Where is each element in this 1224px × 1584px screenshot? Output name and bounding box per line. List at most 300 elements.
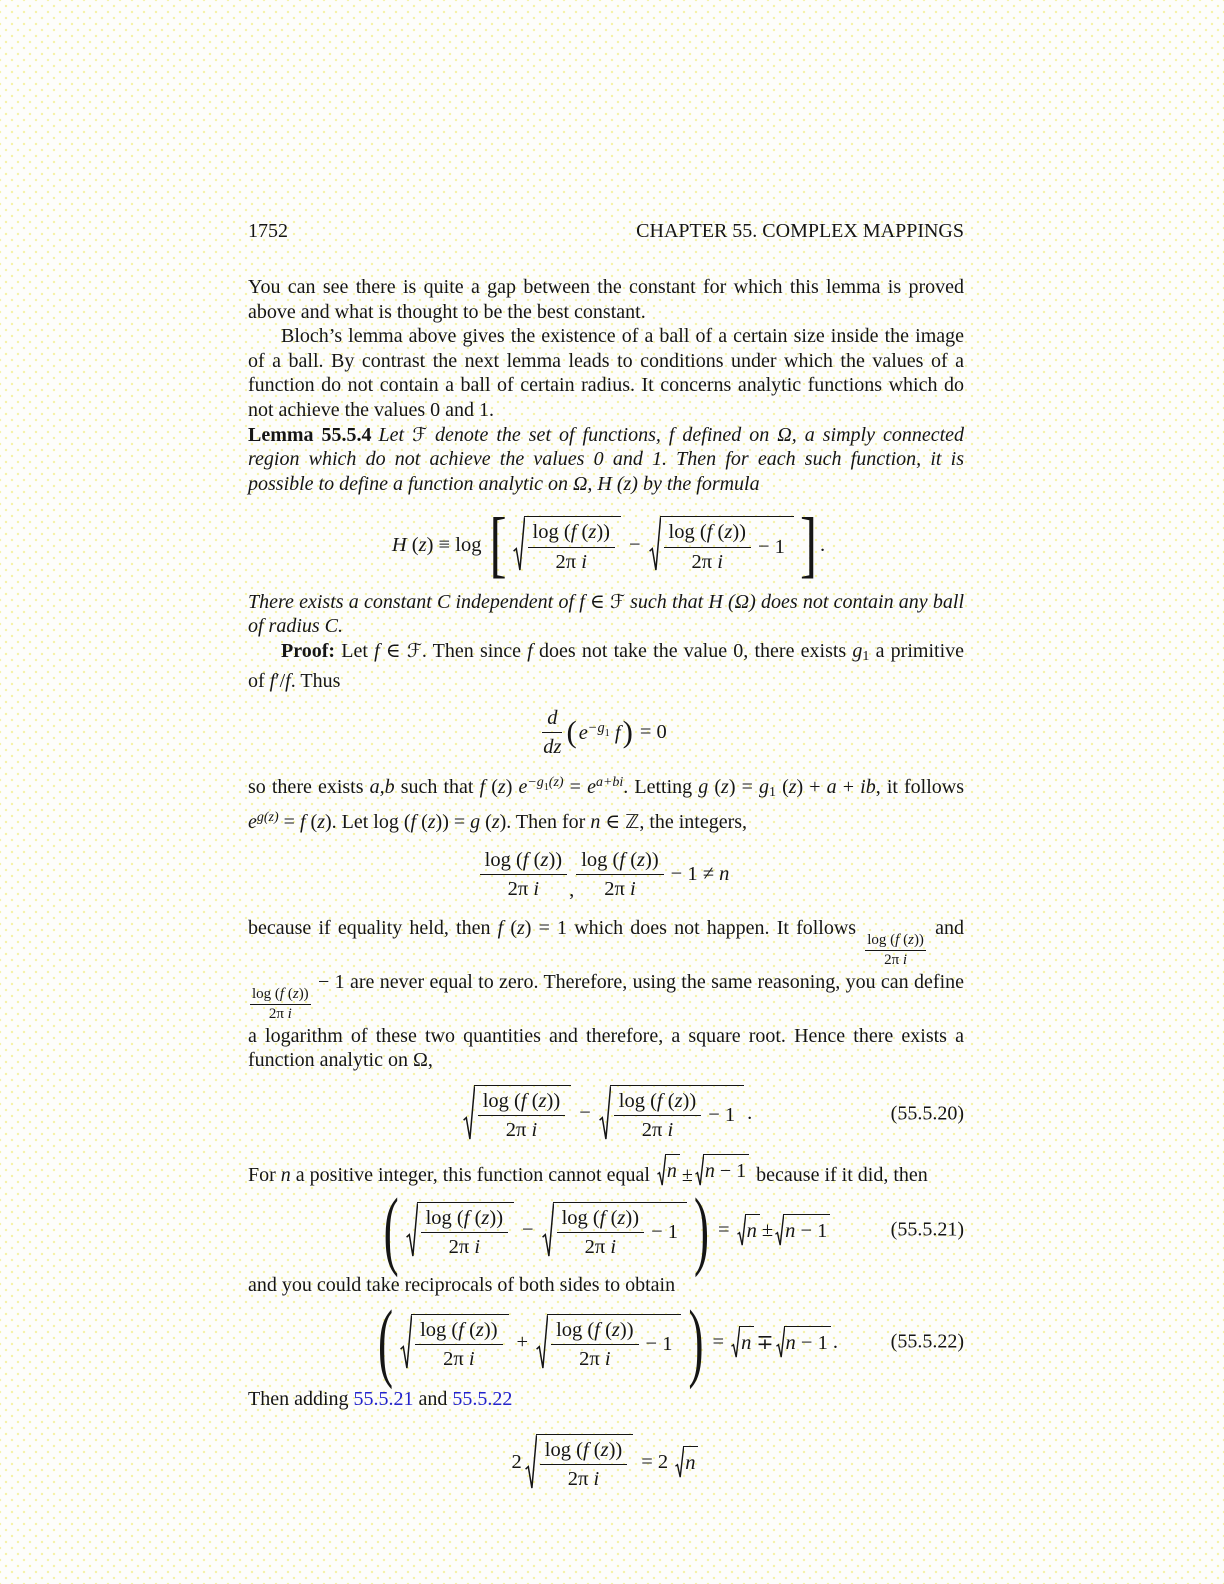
text-run: Let <box>341 639 375 662</box>
proof-paragraph <box>248 639 964 694</box>
text-run: z <box>908 932 914 949</box>
text-run: such that H (Ω) does not contain any ball of radius C. <box>248 590 964 638</box>
text-run: )) <box>489 1206 504 1229</box>
text-run: 2π <box>584 1235 611 1258</box>
text-run: )) <box>548 849 563 872</box>
text-run: z <box>617 1206 626 1229</box>
text-run: i <box>593 1467 600 1490</box>
text-run: g <box>470 810 481 833</box>
inline-fraction <box>250 986 311 1024</box>
text-run: ( <box>463 1318 476 1341</box>
square-root <box>731 1326 754 1359</box>
text-run: e <box>587 776 596 799</box>
left-bracket: [ <box>489 503 507 587</box>
text-run: i <box>610 1235 617 1258</box>
variable-n: n <box>666 1160 677 1183</box>
fraction-numerator <box>614 1089 701 1116</box>
text-run: log ( <box>581 849 620 872</box>
text-run: . Letting <box>623 776 699 799</box>
text-run: f <box>458 1318 464 1341</box>
text-run: , it follows <box>875 776 965 799</box>
period: . <box>747 1102 753 1124</box>
text-run: f <box>299 810 306 833</box>
paragraph-for-n <box>248 1154 964 1188</box>
fraction-denominator <box>543 733 561 759</box>
text-run: log ( <box>867 932 896 949</box>
text-run: d <box>547 706 558 729</box>
minus-operator: − <box>628 533 641 556</box>
left-paren: ( <box>383 1180 399 1279</box>
text-run: log ( <box>532 521 571 544</box>
fraction-denominator <box>604 875 635 901</box>
equation-tag: (55.5.22) <box>890 1330 964 1353</box>
text-run: = <box>278 810 300 833</box>
text-run: ( <box>406 533 419 556</box>
text-run: , the integers, <box>639 810 748 833</box>
fraction <box>542 706 562 759</box>
text-run: ) = <box>728 776 759 799</box>
text-run: n <box>785 1219 796 1242</box>
fraction-denominator <box>269 1005 292 1023</box>
minus-one: − 1 <box>651 1220 678 1243</box>
fraction <box>664 520 751 573</box>
text-run: Let <box>378 423 413 446</box>
script-F-symbol: ℱ <box>412 423 428 446</box>
paragraph-gap-constant: You can see there is quite a gap between the constant for which this lemma is proved above and what is thought to be the best constant. <box>248 276 964 323</box>
text-run: 2π <box>268 1006 288 1023</box>
paragraph-bloch-lemma: Bloch’s lemma above gives the existence of a ball of a certain size inside the image of a ball. By contrast the next lemma leads to conditions under which the values of a function do not contain a ball of certain radius. It concerns analytic functions which do not achieve the values 0 and 1. <box>248 325 964 421</box>
paragraph-then-adding <box>248 1387 964 1412</box>
text-run: f <box>895 932 900 949</box>
text-run: ∈ <box>600 810 626 833</box>
text-run: dz <box>543 736 562 759</box>
text-run: log ( <box>561 1206 600 1229</box>
square-root <box>649 516 794 573</box>
fraction <box>480 848 567 901</box>
text-run: ( <box>503 916 517 939</box>
text-run: ) <box>505 776 519 799</box>
text-run: i <box>468 1347 475 1370</box>
equals-sign: = <box>718 1218 730 1241</box>
fraction <box>540 1438 627 1491</box>
equation-sum-result <box>248 1434 964 1491</box>
text-run: because if equality held, then <box>248 916 498 939</box>
square-root <box>463 1085 571 1142</box>
text-run: e <box>518 776 528 799</box>
text-run: ( <box>775 776 789 799</box>
text-run: i <box>581 550 587 573</box>
square-root <box>776 1326 831 1359</box>
fraction-denominator <box>506 1116 537 1142</box>
text-run: z <box>292 986 299 1003</box>
text-run: because if it did, then <box>751 1164 928 1187</box>
text-run: f <box>497 916 504 939</box>
text-run: i <box>604 1347 611 1370</box>
text-run: z <box>475 1318 484 1341</box>
text-run: 2π <box>641 1119 668 1141</box>
fraction-numerator <box>528 520 615 547</box>
equation-not-integer <box>248 848 964 901</box>
text-part <box>248 917 863 939</box>
text-run: z <box>611 1318 620 1341</box>
equation-tail <box>671 863 730 886</box>
text-run: z <box>497 776 506 799</box>
fraction-numerator <box>415 1318 502 1345</box>
minus-one: − 1 <box>708 1104 736 1126</box>
plus-operator: + <box>516 1330 529 1353</box>
text-run: and <box>927 916 964 939</box>
text-run: f <box>463 1206 470 1229</box>
text-run: log ( <box>420 1318 459 1341</box>
lemma-55-5-4 <box>248 423 964 497</box>
text-run: n <box>280 1164 291 1187</box>
text-run: ( <box>605 1206 618 1229</box>
text-run: g <box>758 776 769 799</box>
text-run: − 1 <box>714 1160 747 1183</box>
text-run: 1 <box>543 782 549 794</box>
text-run: e <box>578 722 588 745</box>
script-F-symbol: ℱ <box>610 590 625 613</box>
text-run: i <box>902 952 908 969</box>
text-part <box>248 971 964 1072</box>
fraction-denominator <box>692 548 723 574</box>
text-run: z <box>317 810 325 833</box>
equals-two: = 2 <box>641 1450 669 1473</box>
plus-minus: ± <box>681 1164 693 1187</box>
text-run: z <box>788 776 797 799</box>
text-run: 2π <box>448 1235 475 1258</box>
text-run: − 1 <box>795 1219 828 1242</box>
text-run: 2π <box>443 1347 469 1370</box>
text-run: 2π <box>604 878 630 901</box>
text-run: )) <box>913 932 924 949</box>
paragraph-reciprocals: and you could take reciprocals of both sides to obtain <box>248 1274 676 1297</box>
text-run: )) <box>625 1206 640 1229</box>
comma: , <box>569 878 575 901</box>
text-run: so there exists <box>248 776 370 799</box>
fraction-numerator <box>478 1089 565 1116</box>
text-run: e <box>248 810 257 833</box>
fraction-denominator <box>508 875 539 901</box>
text-run: ( <box>305 810 318 833</box>
text-run: ( <box>480 810 492 833</box>
text-run: f <box>374 639 380 662</box>
fraction-numerator <box>576 848 663 875</box>
text-run: f <box>527 639 533 662</box>
fraction-numerator <box>557 1206 644 1233</box>
text-run: = 0 <box>639 721 667 744</box>
minus-operator: − <box>522 1218 534 1241</box>
text-run: f <box>520 1089 527 1112</box>
paragraph-so-there-exists <box>248 771 964 834</box>
text-run: z <box>538 1089 547 1112</box>
text-run: )) <box>483 1318 498 1341</box>
text-run: )) <box>298 986 309 1003</box>
script-F-symbol: ℱ <box>406 639 422 662</box>
text-run: ′/ <box>275 670 286 693</box>
square-root <box>657 1154 680 1187</box>
text-run: )) <box>596 521 610 544</box>
fraction-denominator <box>585 1233 616 1259</box>
period: . <box>820 533 826 556</box>
text-run: log ( <box>252 986 280 1003</box>
fraction-numerator <box>551 1318 638 1345</box>
text-run: n <box>719 863 730 886</box>
inline-fraction <box>865 932 926 970</box>
text-run: f <box>279 986 285 1003</box>
text-run: 1 <box>604 728 610 740</box>
text-run: z <box>427 810 436 833</box>
text-run: f <box>285 670 291 693</box>
text-run: −g <box>587 719 605 736</box>
left-paren: ( <box>566 715 577 750</box>
text-run: ( <box>599 1318 612 1341</box>
text-run: 2π <box>507 878 534 901</box>
lemma-label: Lemma 55.5.4 <box>248 423 372 446</box>
text-run: ∈ <box>379 639 407 662</box>
text-run: g <box>698 776 709 799</box>
square-root <box>775 1214 830 1247</box>
square-root <box>400 1314 508 1371</box>
text-run: )) <box>732 521 746 544</box>
text-run: ( <box>708 776 722 799</box>
fraction-numerator <box>542 706 562 733</box>
text-run: z <box>724 521 733 544</box>
text-run: i <box>287 1006 292 1023</box>
text-run: 2π <box>555 550 582 573</box>
equation-body <box>579 720 621 745</box>
equation-lhs <box>392 534 482 557</box>
text-run: f <box>656 1089 663 1112</box>
fraction <box>528 520 615 573</box>
square-root <box>599 1085 744 1142</box>
square-root <box>542 1202 687 1259</box>
page-header <box>248 220 964 243</box>
fraction <box>415 1318 502 1371</box>
text-part <box>751 1164 928 1186</box>
fraction <box>557 1206 644 1259</box>
text-run: . Thus <box>290 670 341 693</box>
square-root <box>513 516 621 573</box>
fraction <box>576 848 663 901</box>
equation-55-5-20 <box>248 1085 964 1142</box>
text-run: ( <box>485 776 498 799</box>
minus-one: − 1 <box>758 535 785 558</box>
text-run: ) = 1 which does not happen. It follows <box>524 916 864 939</box>
text-run: such that <box>394 776 480 799</box>
text-run: ( <box>662 1089 675 1112</box>
text-run: 2π <box>579 1347 605 1370</box>
text-part <box>928 917 964 939</box>
text-run: log ( <box>668 521 707 544</box>
text-run: 2π <box>884 952 903 969</box>
text-run: f <box>599 1206 606 1229</box>
text-run: ). Then for <box>499 810 591 833</box>
radicand <box>786 1332 828 1355</box>
text-run: and <box>413 1388 453 1411</box>
text-run: z <box>540 849 549 872</box>
text-run: ). Let log ( <box>324 810 411 833</box>
proof-label: Proof: <box>281 639 342 662</box>
coefficient-two: 2 <box>511 1450 522 1473</box>
text-run: does not take the value 0, there exists <box>532 639 853 662</box>
text-run: f <box>479 776 486 799</box>
right-paren: ) <box>622 715 633 750</box>
text-run: ) + <box>796 776 827 799</box>
text-run: log ( <box>482 1089 521 1112</box>
text-run: 2π <box>691 550 718 573</box>
text-run: f <box>619 849 626 872</box>
text-run: f <box>609 722 621 745</box>
text-run: z <box>517 916 525 939</box>
equation-tag: (55.5.20) <box>890 1102 964 1124</box>
equals-zero <box>640 721 667 744</box>
fraction-denominator <box>884 951 907 969</box>
right-paren: ) <box>688 1292 704 1391</box>
fraction <box>614 1089 701 1142</box>
paragraph-because-equality <box>248 916 964 1073</box>
text-run: i <box>531 1119 538 1141</box>
text-run: − 1 ≠ <box>670 863 720 886</box>
text-run: i <box>717 550 723 573</box>
text-run: − 1 are never equal to zero. Therefore, using the same reasoning, you can define a logarithm of these two quantities and therefore, a square root. Hence there exists a function analytic on Ω, <box>248 970 964 1072</box>
text-run: ( <box>576 521 589 544</box>
text-run: )) = <box>435 810 471 833</box>
text-run: There exists a constant C independent of f ∈ <box>248 590 610 613</box>
fraction-denominator <box>443 1345 474 1371</box>
left-paren: ( <box>378 1292 394 1391</box>
fraction-denominator <box>449 1233 480 1259</box>
text-run: log ( <box>556 1318 595 1341</box>
text-run: 1 <box>862 648 870 664</box>
text-part <box>248 1164 655 1186</box>
text-run: z <box>481 1206 490 1229</box>
plus-minus: ± <box>761 1218 774 1241</box>
fraction-numerator <box>540 1438 627 1465</box>
text-run: )) <box>608 1438 623 1461</box>
fraction-numerator <box>480 848 567 875</box>
text-run: f <box>269 670 276 693</box>
minus-plus: ∓ <box>756 1331 774 1354</box>
text-run: n <box>590 810 601 833</box>
equation-55-5-22 <box>248 1292 964 1391</box>
text-run: a positive integer, this function cannot equal <box>290 1164 655 1187</box>
text-run: + <box>836 776 861 799</box>
variable-n: n <box>741 1331 752 1354</box>
fraction-denominator <box>568 1465 599 1491</box>
period: . <box>832 1330 838 1353</box>
text-run: . Then since <box>421 639 528 662</box>
variable-n: n <box>685 1451 696 1474</box>
text-run: f <box>522 849 529 872</box>
text-run: f <box>410 810 417 833</box>
page-number: 1752 <box>248 220 288 242</box>
text-run: ( <box>528 849 541 872</box>
square-root <box>675 1446 698 1479</box>
text-run: −g <box>527 775 544 791</box>
text-run: ( <box>899 932 909 949</box>
text-run: )) <box>619 1318 634 1341</box>
text-run: 1 <box>768 785 776 801</box>
variable-n: n <box>746 1219 757 1242</box>
right-paren: ) <box>694 1180 710 1279</box>
fraction <box>421 1206 508 1259</box>
text-run: denote the set of functions, f defined on Ω, a simply connected region which do not achieve the values 0 and 1. Then for each such function, it is possible to define a function analytic on Ω, H (z) by the formula <box>248 423 965 495</box>
text-run: z <box>418 533 427 556</box>
equals-sign: = <box>712 1330 725 1353</box>
square-root <box>737 1214 760 1247</box>
text-run: ) ≡ log <box>426 533 482 556</box>
text-run: log ( <box>425 1206 464 1229</box>
square-root <box>406 1202 514 1259</box>
square-root <box>525 1434 633 1491</box>
right-bracket: ] <box>799 503 818 587</box>
text-run: 2π <box>567 1467 594 1490</box>
text-run: log ( <box>544 1438 583 1461</box>
text-run: g(z) <box>256 809 279 825</box>
text-run: log ( <box>484 849 523 872</box>
eq-ref-55-5-22[interactable]: 55.5.22 <box>452 1388 513 1411</box>
text-run: f <box>570 521 577 544</box>
text-run: )) <box>682 1089 697 1112</box>
text-run: − 1 <box>795 1331 828 1354</box>
text-run: z <box>637 849 646 872</box>
text-run: g <box>852 639 863 662</box>
text-run: z <box>491 810 500 833</box>
lemma-conclusion <box>248 590 964 639</box>
eq-ref-55-5-21[interactable]: 55.5.21 <box>353 1388 414 1411</box>
text-run: f <box>582 1438 589 1461</box>
text-run: Then adding <box>248 1388 354 1411</box>
text-run: a+bi <box>595 775 624 791</box>
text-run: z <box>674 1089 683 1112</box>
text-run: n <box>785 1331 796 1354</box>
radicand <box>785 1220 827 1243</box>
text-run: ( <box>712 521 725 544</box>
text-run: z <box>588 521 597 544</box>
fraction-denominator <box>579 1345 610 1371</box>
text-run: ( <box>416 810 428 833</box>
text-run: f <box>706 521 713 544</box>
text-run: = <box>563 776 588 799</box>
text-run: a primitive of <box>248 639 964 693</box>
fraction-numerator <box>250 986 311 1005</box>
text-run: For <box>248 1164 281 1187</box>
minus-operator: − <box>579 1102 591 1124</box>
square-root <box>536 1314 681 1371</box>
text-run: n <box>704 1160 715 1183</box>
text-run: )) <box>546 1089 561 1112</box>
text-run: ib <box>860 776 876 799</box>
minus-one: − 1 <box>645 1332 673 1355</box>
text-run: i <box>629 878 636 901</box>
chapter-header: CHAPTER 55. COMPLEX MAPPINGS <box>636 220 964 242</box>
text-run: ( <box>284 986 293 1003</box>
equation-derivative <box>248 706 964 759</box>
text-run: 2π <box>505 1119 532 1141</box>
fraction-denominator <box>556 548 587 574</box>
text-run: ( <box>588 1438 601 1461</box>
fraction-numerator <box>664 520 751 547</box>
text-run: ( <box>625 849 638 872</box>
text-run: z <box>721 776 729 799</box>
text-run: H <box>391 533 407 556</box>
text-run: a <box>826 776 837 799</box>
text-run: i <box>667 1119 674 1141</box>
text-run: z <box>600 1438 609 1461</box>
text-run: f <box>594 1318 600 1341</box>
radicand <box>705 1159 746 1184</box>
